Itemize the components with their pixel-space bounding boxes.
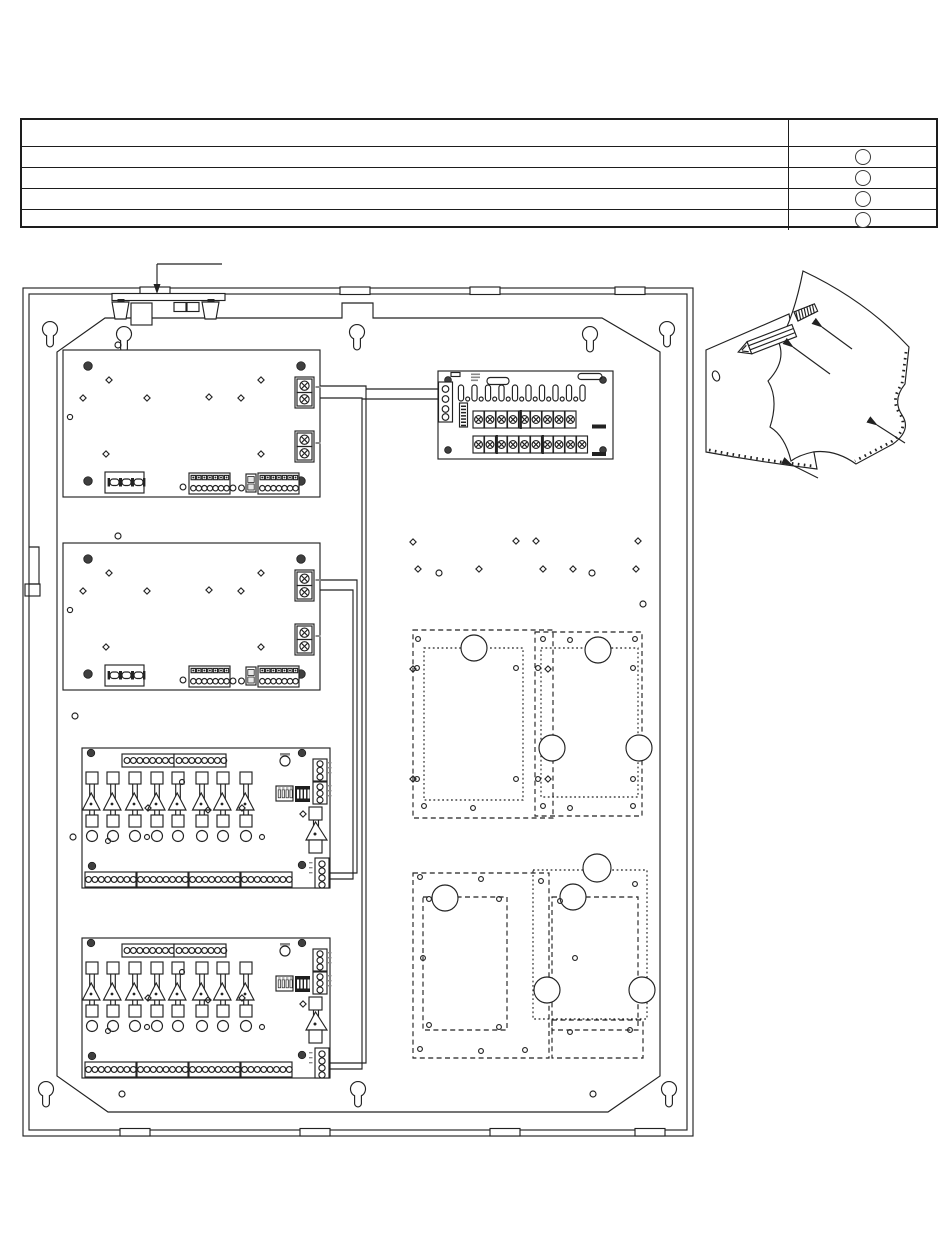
optional-module-slot-lower — [413, 854, 655, 1058]
outer-panel — [768, 271, 909, 464]
optional-module-slot-upper — [410, 630, 652, 818]
circuit-board-2 — [82, 938, 332, 1078]
distribution-board — [438, 371, 613, 459]
power-supply-board-2 — [63, 543, 321, 690]
wall-bracket — [25, 547, 40, 596]
hardware-detail-inset — [706, 271, 909, 478]
top-rail-assembly — [112, 264, 225, 325]
power-supply-board-1 — [63, 350, 321, 497]
interconnect-wires — [314, 386, 439, 1069]
circuit-board-1 — [82, 748, 332, 888]
